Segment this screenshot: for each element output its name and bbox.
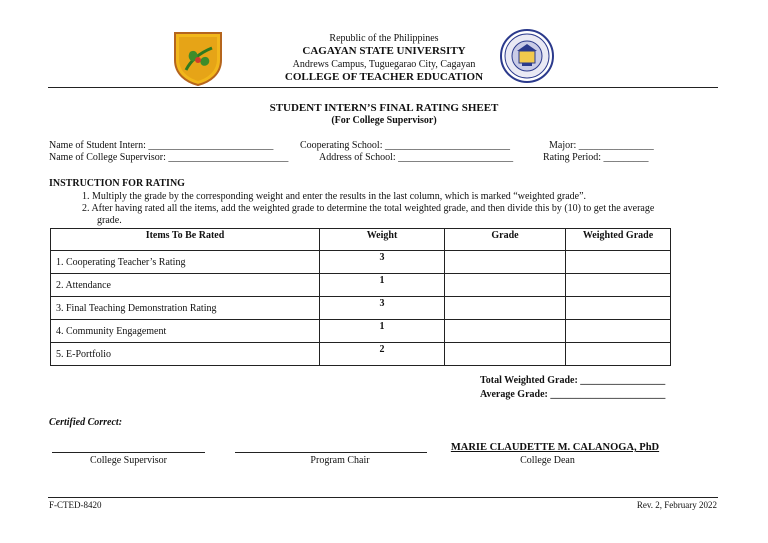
weighted-grade-cell[interactable] — [566, 251, 671, 274]
item-label: 4. Community Engagement — [51, 320, 320, 343]
republic-text: Republic of the Philippines — [329, 33, 439, 44]
header-rule — [48, 87, 718, 88]
weighted-grade-cell[interactable] — [566, 297, 671, 320]
campus-address: Andrews Campus, Tuguegarao City, Cagayan — [292, 59, 476, 70]
instructions-heading: INSTRUCTION FOR RATING — [49, 178, 185, 189]
weight-value: 1 — [320, 320, 445, 343]
form-title: STUDENT INTERN’S FINAL RATING SHEET — [269, 102, 499, 114]
item-label: 1. Cooperating Teacher’s Rating — [51, 251, 320, 274]
total-weighted-grade-field[interactable]: Total Weighted Grade: _________________ — [480, 375, 666, 386]
student-intern-field[interactable]: Name of Student Intern: _________________________ — [49, 140, 274, 151]
weighted-grade-cell[interactable] — [566, 274, 671, 297]
csu-logo — [172, 30, 224, 86]
rating-table — [50, 228, 671, 366]
form-code: F-CTED-8420 — [49, 500, 102, 510]
supervisor-signature-line — [52, 452, 205, 453]
weight-value: 1 — [320, 274, 445, 297]
weight-value: 3 — [320, 251, 445, 274]
letterhead — [234, 32, 534, 84]
college-supervisor-label: College Supervisor — [90, 455, 167, 466]
program-chair-label: Program Chair — [310, 455, 370, 466]
weighted-grade-cell[interactable] — [566, 320, 671, 343]
header-items: Items To Be Rated — [51, 229, 320, 251]
major-field[interactable]: Major: _______________ — [549, 140, 654, 151]
table-header-row — [51, 229, 671, 251]
cooperating-school-field[interactable]: Cooperating School: _________________________ — [300, 140, 510, 151]
table-row — [51, 343, 671, 366]
table-row — [51, 251, 671, 274]
college-name: COLLEGE OF TEACHER EDUCATION — [284, 71, 484, 83]
item-label: 5. E-Portfolio — [51, 343, 320, 366]
grade-cell[interactable] — [445, 297, 566, 320]
table-row — [51, 274, 671, 297]
certified-correct-label: Certified Correct: — [49, 417, 123, 428]
grade-cell[interactable] — [445, 320, 566, 343]
dean-name: MARIE CLAUDETTE M. CALANOGA, PhD — [450, 442, 660, 453]
instruction-item-1: 1. Multiply the grade by the corresponding weight and enter the results in the last column, which is marked “weighted grade”. — [82, 191, 587, 202]
instruction-item-2: 2. After having rated all the items, add the weighted grade to determine the total weighted grade, and then divide this by (10) to get the average — [82, 203, 655, 214]
chair-signature-line — [235, 452, 427, 453]
table-row — [51, 320, 671, 343]
item-label: 2. Attendance — [51, 274, 320, 297]
rating-period-field[interactable]: Rating Period: _________ — [543, 152, 649, 163]
footer-rule — [48, 497, 718, 498]
grade-cell[interactable] — [445, 251, 566, 274]
item-label: 3. Final Teaching Demonstration Rating — [51, 297, 320, 320]
grade-cell[interactable] — [445, 274, 566, 297]
weighted-grade-cell[interactable] — [566, 343, 671, 366]
instruction-item-2-cont: grade. — [97, 215, 122, 226]
college-supervisor-field[interactable]: Name of College Supervisor: ________________________ — [49, 152, 289, 163]
header-weight: Weight — [320, 229, 445, 251]
university-name: CAGAYAN STATE UNIVERSITY — [302, 45, 466, 57]
form-subtitle: (For College Supervisor) — [331, 115, 437, 126]
header-grade: Grade — [445, 229, 566, 251]
college-dean-label: College Dean — [520, 455, 575, 466]
average-grade-field[interactable]: Average Grade: _______________________ — [480, 389, 666, 400]
weight-value: 2 — [320, 343, 445, 366]
school-address-field[interactable]: Address of School: _______________________ — [319, 152, 514, 163]
grade-cell[interactable] — [445, 343, 566, 366]
weight-value: 3 — [320, 297, 445, 320]
table-row — [51, 297, 671, 320]
header-weighted-grade: Weighted Grade — [566, 229, 671, 251]
revision-text: Rev. 2, February 2022 — [636, 500, 717, 510]
